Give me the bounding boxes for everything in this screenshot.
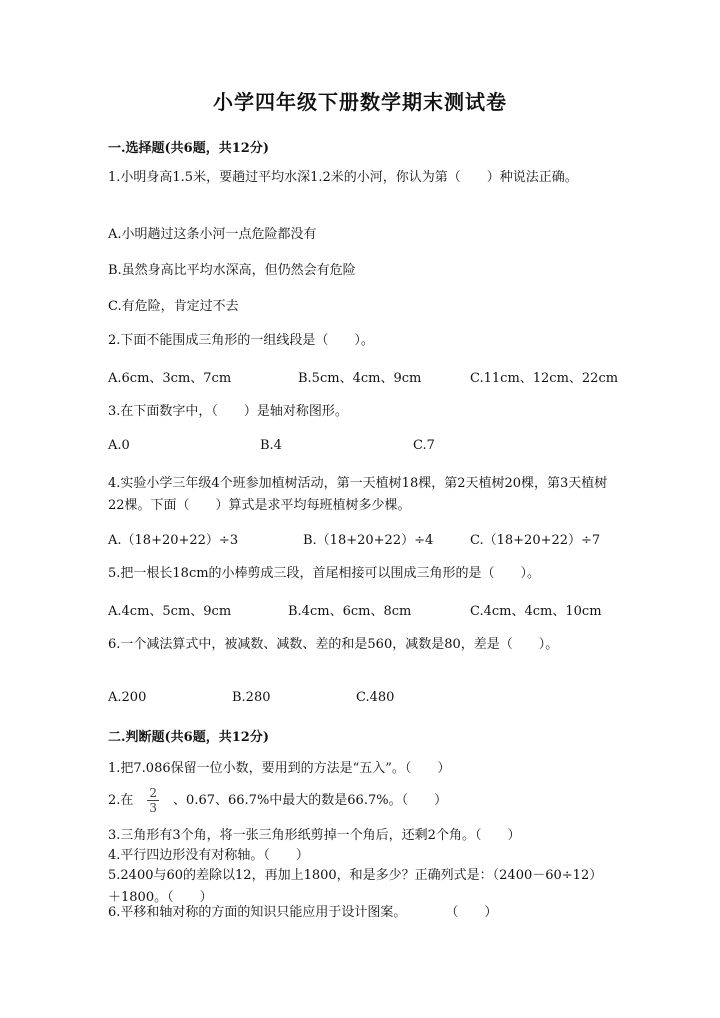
option: A.小明趟过这条小河一点危险都没有 [108, 227, 317, 242]
option: C.（18+20+22）÷7 [470, 533, 601, 548]
question-3: 3.在下面数字中，（ ）是轴对称图形。 [108, 404, 348, 419]
option: B.（18+20+22）÷4 [303, 533, 434, 548]
option: C.480 [356, 690, 395, 705]
judge-question-2 [108, 786, 668, 816]
question-2: 2.下面不能围成三角形的一组线段是（ ）。 [108, 333, 374, 348]
question-prefix: 2.在 [108, 793, 134, 808]
question-5: 5.把一根长18cm的小棒剪成三段，首尾相接可以围成三角形的是（ ）。 [108, 566, 541, 581]
judge-question-4: 4.平行四边形没有对称轴。（ ） [108, 848, 309, 863]
judge-question-5: 5.2400与60的差除以12，再加上1800，和是多少？正确列式是：（2400－60÷12）＋1800。（ ） [108, 868, 603, 905]
question-4: 4.实验小学三年级4个班参加植树活动，第一天植树18棵，第2天植树20棵，第3天植树22棵。下面（ ）算式是求平均每班植树多少棵。 [108, 476, 608, 513]
fraction-denominator: 3 [149, 801, 158, 815]
question-1: 1.小明身高1.5米，要趟过平均水深1.2米的小河，你认为第（ ）种说法正确。 [108, 170, 578, 185]
option: C.有危险，肯定过不去 [108, 299, 239, 314]
option: A.4cm、5cm、9cm [108, 604, 232, 619]
option: A.0 [108, 438, 130, 453]
section-heading: 二.判断题(共6题，共12分) [108, 730, 269, 745]
option: B.280 [232, 690, 271, 705]
option: B.4cm、6cm、8cm [288, 604, 412, 619]
option: A.6cm、3cm、7cm [108, 371, 232, 386]
option: B.4 [260, 438, 282, 453]
option: C.11cm、12cm、22cm [470, 371, 619, 386]
option: B.5cm、4cm、9cm [298, 371, 422, 386]
fraction [147, 786, 159, 815]
question-suffix: 、0.67、66.7%中最大的数是66.7%。（ ） [173, 793, 448, 808]
option: A.（18+20+22）÷3 [108, 533, 239, 548]
option: C.7 [413, 438, 435, 453]
section-heading: 一.选择题(共6题，共12分) [108, 141, 269, 156]
judge-question-3: 3.三角形有3个角，将一张三角形纸剪掉一个角后，还剩2个角。（ ） [108, 828, 521, 843]
page-title: 小学四年级下册数学期末测试卷 [213, 90, 507, 114]
option: A.200 [108, 690, 147, 705]
question-6: 6.一个减法算式中，被减数、减数、差的和是560，减数是80，差是（ ）。 [108, 637, 559, 652]
option: B.虽然身高比平均水深高，但仍然会有危险 [108, 263, 356, 278]
judge-question-1: 1.把7.086保留一位小数，要用到的方法是“五入”。（ ） [108, 761, 451, 776]
judge-question-6: 6.平移和轴对称的方面的知识只能应用于设计图案。 （ ） [108, 905, 498, 920]
fraction-numerator: 2 [149, 786, 158, 800]
option: C.4cm、4cm、10cm [470, 604, 602, 619]
